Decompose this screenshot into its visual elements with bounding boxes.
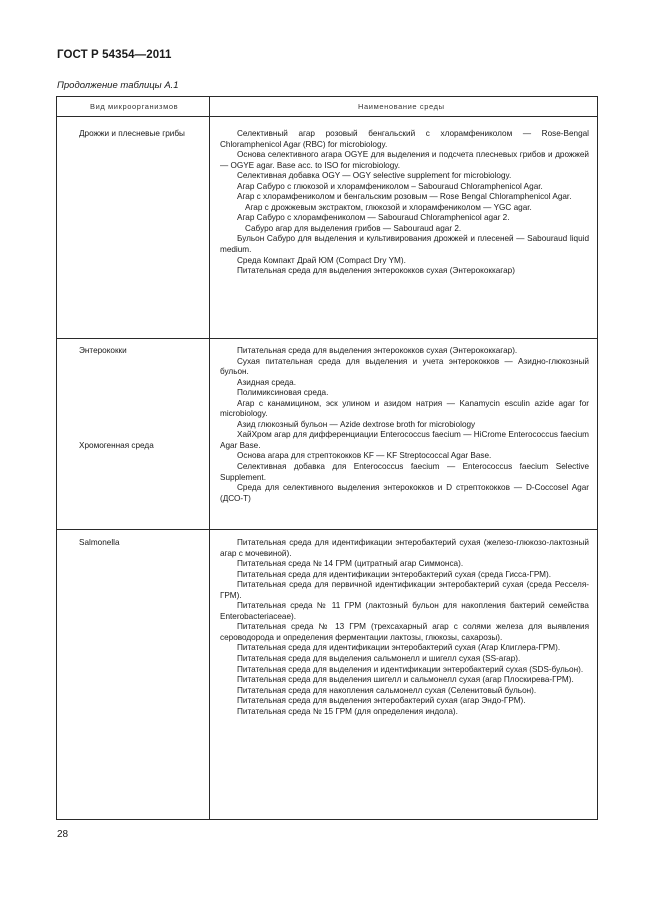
media-item: Агар с дрожжевым экстрактом, глюкозой и хлорамфениколом — YGC agar. bbox=[245, 202, 532, 212]
media-item: Питательная среда для первичной идентификации энтеробактерий сухая (среда Ресселя-ГРМ). bbox=[220, 580, 589, 600]
media-item: Питательная среда для идентификации энтеробактерий сухая (железо-глюкозо-лактозный агар с мочевиной). bbox=[220, 538, 589, 558]
media-item: Агар с канамицином, эск улином и азидом натрия — Kanamycin esculin azide agar for microbiology. bbox=[220, 398, 589, 419]
media-list-yeasts-molds bbox=[220, 129, 589, 277]
media-item: Агар Сабуро с глюкозой и хлорамфениколом – Sabouraud Chloramphenicol Agar. bbox=[237, 181, 543, 191]
media-item: Среда Компакт Драй ЮМ (Compact Dry YM). bbox=[237, 255, 406, 265]
header-divider bbox=[57, 116, 597, 117]
media-item: Азид глюкозный бульон — Azide dextrose broth for microbiology bbox=[237, 419, 476, 429]
section-divider bbox=[57, 338, 597, 339]
column-header-media: Наименование среды bbox=[358, 102, 445, 111]
media-item: ХайХром агар для дифференциации Enterococcus faecium — HiCrome Enterococcus faecium Agar Base. bbox=[220, 430, 589, 450]
media-item: Питательная среда для выделения и идентификации энтеробактерий сухая (SDS-бульон). bbox=[237, 664, 584, 674]
media-item: Питательная среда № 15 ГРМ (для определения индола). bbox=[237, 706, 458, 716]
media-item: Питательная среда для выделения энтерококков сухая (Энтерококкагар). bbox=[237, 346, 518, 355]
column-header-organisms: Вид микроорганизмов bbox=[90, 102, 179, 111]
media-item: Агар Сабуро с хлорамфениколом — Sabouraud Chloramphenicol agar 2. bbox=[237, 213, 510, 223]
media-item: Селективная добавка OGY — OGY selective supplement for microbiology. bbox=[237, 171, 512, 181]
media-list-enterococci bbox=[220, 346, 589, 504]
media-item: Питательная среда № 13 ГРМ (трехсахарный агар с солями железа для выявления сероводорода и определения ферментации лактозы, глюкозы, сахарозы). bbox=[220, 622, 589, 642]
media-item: Бульон Сабуро для выделения и культивирования дрожжей и плесеней — Sabouraud liquid medium. bbox=[220, 234, 589, 255]
media-item: Азидная среда. bbox=[237, 377, 296, 387]
media-item: Полимиксиновая среда. bbox=[237, 388, 329, 398]
media-item: Среда для селективного выделения энтерококков и D стрептококков — D-Coccosel Agar (ДСО-Т) bbox=[220, 483, 589, 503]
media-item: Селективный агар розовый бенгальский с хлорамфениколом — Rose-Bengal Chloramphenicol Agar (RBC) for microbiology. bbox=[220, 129, 589, 149]
organism-salmonella: Salmonella bbox=[79, 538, 120, 547]
media-item: Питательная среда для выделения энтеробактерий сухая (агар Эндо-ГРМ). bbox=[237, 696, 526, 706]
media-item: Сухая питательная среда для выделения и учета энтерококков — Азидно-глюкозный бульон. bbox=[220, 356, 589, 377]
section-divider bbox=[57, 529, 597, 530]
media-item: Питательная среда № 11 ГРМ (лактозный бульон для накопления бактерий семейства Enterobacteriaceae). bbox=[220, 601, 589, 621]
media-list-salmonella bbox=[220, 538, 589, 717]
media-item: Питательная среда для выделения сальмонелл и шигелл сухая (SS-агар). bbox=[237, 654, 521, 664]
media-item: Основа селективного агара OGYE для выделения и подсчета плесневых грибов и дрожжей — OGYE agar. Base acc. to ISO for microbiology. bbox=[220, 150, 589, 170]
standard-number: ГОСТ Р 54354—2011 bbox=[57, 49, 172, 61]
media-item: Питательная среда для выделения энтерококков сухая (Энтерококкагар) bbox=[237, 266, 515, 276]
media-table bbox=[56, 96, 598, 820]
column-divider bbox=[209, 97, 210, 819]
media-item: Питательная среда для идентификации энтеробактерий сухая (среда Гисса-ГРМ). bbox=[237, 569, 552, 579]
page-number: 28 bbox=[57, 829, 69, 840]
media-item: Питательная среда для выделения шигелл и сальмонелл сухая (агар Плоскирева-ГРМ). bbox=[237, 675, 574, 685]
media-item: Питательная среда для накопления сальмонелл сухая (Селенитовый бульон). bbox=[237, 685, 537, 695]
table-continuation-caption: Продолжение таблицы А.1 bbox=[57, 80, 179, 91]
organism-chromogenic-medium: Хромогенная среда bbox=[79, 441, 154, 450]
media-item: Агар с хлорамфениколом и бенгальским розовым — Rose Bengal Chloramphenicol Agar. bbox=[237, 192, 572, 202]
media-item: Питательная среда № 14 ГРМ (цитратный агар Симмонса). bbox=[237, 559, 464, 569]
media-item: Основа агара для стрептококков KF — KF Streptococcal Agar Base. bbox=[237, 451, 492, 461]
organism-enterococci: Энтерококки bbox=[79, 346, 127, 355]
media-item: Селективная добавка для Enterococcus faecium — Enterococcus faecium Selective Supplement. bbox=[220, 462, 589, 482]
media-item: Сабуро агар для выделения грибов — Sabouraud agar 2. bbox=[245, 223, 462, 233]
media-item: Питательная среда для идентификации энтеробактерий сухая (Агар Клиглера-ГРМ). bbox=[237, 643, 561, 653]
organism-yeasts-molds: Дрожжи и плесневые грибы bbox=[79, 129, 185, 138]
